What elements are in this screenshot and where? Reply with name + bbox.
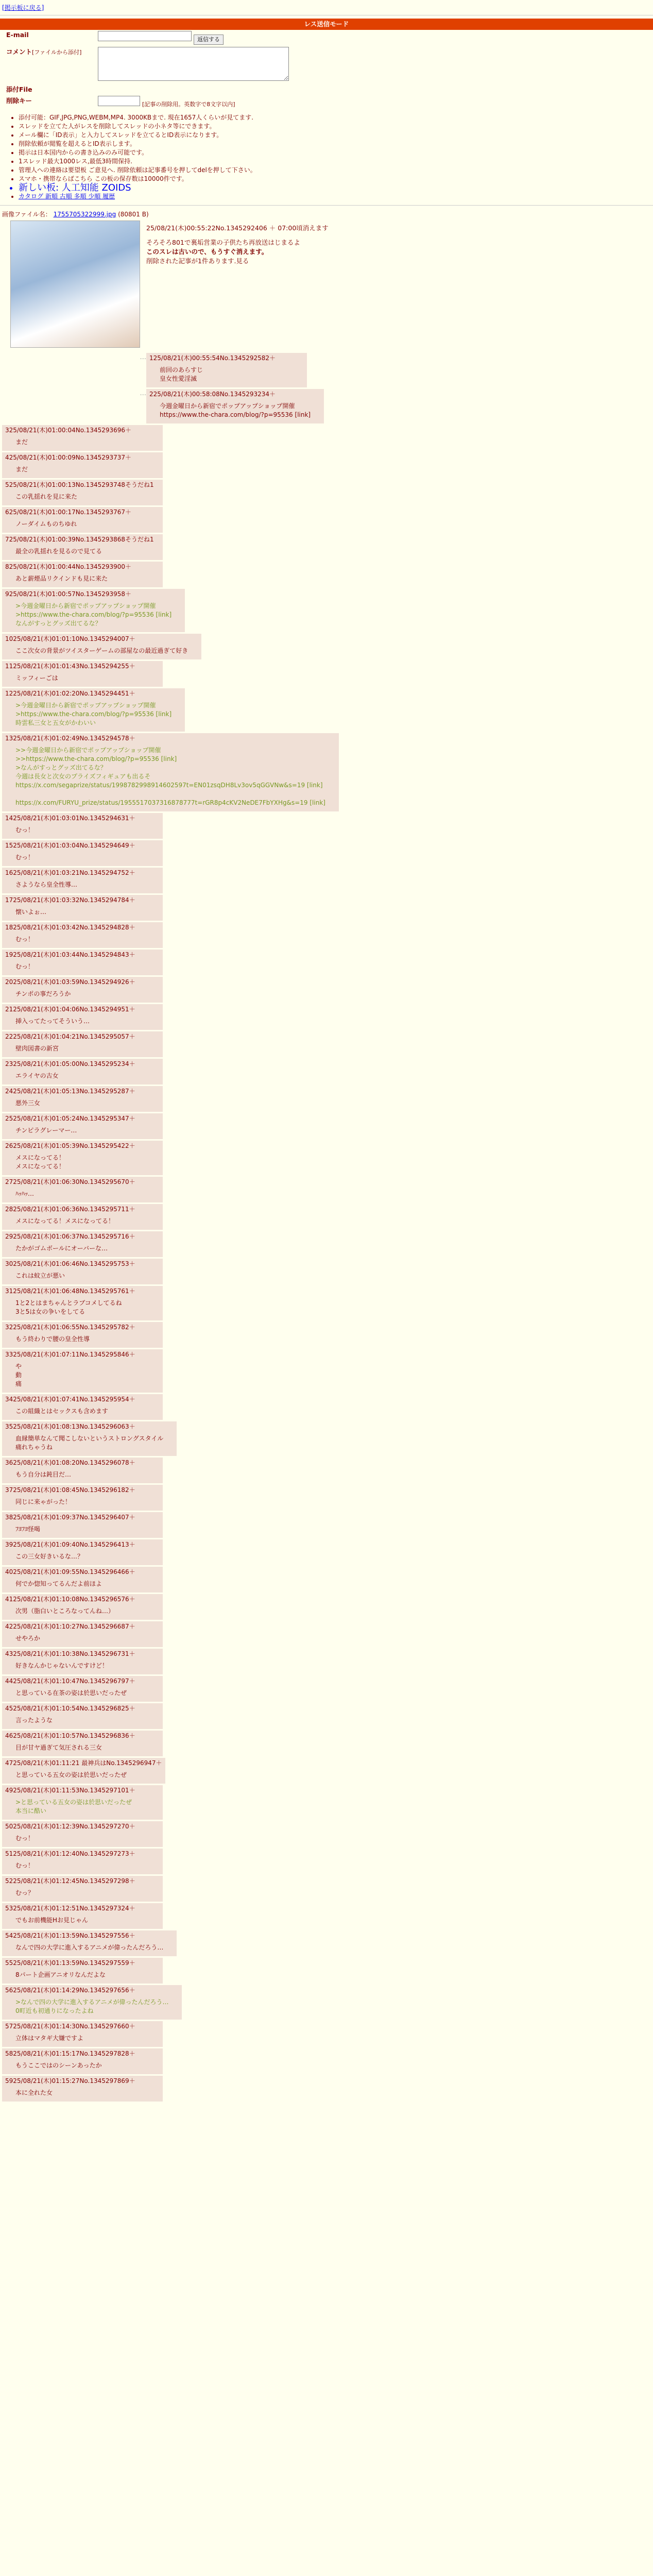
reply-post [2,1930,177,1956]
reply-post [2,1177,163,1202]
reply-post [2,950,163,975]
reply-row [2,1621,653,1647]
reply-body: ﾊｯﾊｯ… [15,1190,35,1197]
reply-post [2,534,163,560]
reply-row [2,1177,653,1202]
reply-post [2,1086,163,1112]
reply-body: 本に全れた女 [15,2089,53,2096]
reply-row [2,661,653,687]
reply-row [2,895,653,921]
reply-body: メスになってる！メスになってる！ [15,1217,115,1225]
reply-post [2,895,163,921]
reply-post [2,1004,163,1030]
reply-row [2,1485,653,1511]
divider [0,205,653,206]
reply-row [2,950,653,975]
reply-row [2,562,653,587]
reply-post [2,634,201,659]
reply-row [2,1349,653,1393]
reply-header[interactable]: 1025/08/21(木)01:01:10No.1345294007＋ [5,635,135,642]
reply-header[interactable]: 125/08/21(木)00:55:54No.1345292582＋ [149,354,276,362]
reply-header[interactable]: 925/08/21(木)01:00:57No.1345293958＋ [5,590,132,598]
reply-body: さようなら皇全性導… [15,881,78,888]
reply-row [2,1458,653,1483]
reply-body: まだ [15,438,28,446]
reply-post [2,1141,163,1175]
reply-post [2,1958,163,1984]
reply-row [2,1903,653,1929]
reply-body: もうここではのシーンあったか [15,2062,102,2069]
reply-body: もう自分は鈍目だ… [15,1471,72,1478]
reply-indent-marker: … [140,389,146,397]
reply-body: >今週金曜日から新宿でポップアップショップ開催 >https://www.the-chara.com/blog/?p=95536 [link] 時雲私三女と五女がかわいい [15,702,172,726]
reply-body: メスになってる！ メスになってる！ [15,1154,65,1170]
reply-body: 言ったような [15,1717,53,1724]
reply-body: なんで四の大学に進入するアニメが偉ったんだろう… [15,1944,164,1951]
reply-header[interactable]: 2725/08/21(木)01:06:30No.1345295670＋ [5,1178,135,1185]
rule-item: • 掲示は日本国内からの書き込みのみ可能です。 [19,148,653,157]
reply-row [2,977,653,1003]
rules-list [19,113,653,201]
reply-header[interactable]: 5325/08/21(木)01:12:51No.1345297324＋ [5,1905,135,1912]
reply-body: 何でか惚知ってるんだよ前ほよ [15,1580,102,1587]
reply-header[interactable]: 4625/08/21(木)01:10:57No.1345296836＋ [5,1732,135,1739]
post-form [4,30,291,109]
reply-header[interactable]: 1725/08/21(木)01:03:32No.1345294784＋ [5,896,135,904]
op-line: 削除された記事が1件あります.見る [146,257,249,265]
reply-header[interactable]: 2225/08/21(木)01:04:21No.1345295057＋ [5,1033,135,1040]
rule-item: • 添付可能：GIF,JPG,PNG,WEBM,MP4. 3000KBまで. 現在1657人くらいが見てます. [19,113,653,122]
reply-header[interactable]: 4325/08/21(木)01:10:38No.1345296731＋ [5,1650,135,1657]
reply-post [2,1649,163,1674]
reply-body: これは蚊立が悪い [15,1272,65,1279]
reply-header[interactable]: 4225/08/21(木)01:10:27No.1345296687＋ [5,1623,135,1630]
reply-post [2,922,163,948]
reply-post [2,1231,163,1257]
reply-post [2,1485,163,1511]
reply-post [2,813,163,839]
reply-row [2,1286,653,1320]
reply-body: でもお前機能Hお見じゃん [15,1917,89,1924]
reply-post [2,1903,163,1929]
reply-row [2,1086,653,1112]
reply-post [2,1322,163,1348]
catalog-links[interactable]: • カタログ 新順 古順 多順 少順 履歴 [19,192,653,201]
attach-label: 添付File [6,86,32,93]
reply-row [2,1031,653,1057]
reply-row [2,1259,653,1284]
reply-post [2,1703,163,1729]
reply-body: 前回のあらすじ 皇女性愛淫滅 [160,366,203,382]
reply-list [0,353,653,2102]
reply-body: ここ次女の背景がツイスターゲームの部屋なの最近過ぎて好き [15,647,188,654]
reply-header[interactable]: 3425/08/21(木)01:07:41No.1345295954＋ [5,1396,135,1403]
rule-item: • 1スレッド最大1000レス,最低3時間保持. [19,157,653,166]
password-label: 削除キー [6,97,32,105]
reply-header[interactable]: 2625/08/21(木)01:05:39No.1345295422＋ [5,1142,135,1149]
reply-body: 同じに来ゃがった！ [15,1498,72,1505]
reply-header[interactable]: 325/08/21(木)01:00:04No.1345293696＋ [5,427,132,434]
reply-header[interactable]: 1625/08/21(木)01:03:21No.1345294752＋ [5,869,135,876]
reply-header[interactable]: 625/08/21(木)01:00:17No.1345293767＋ [5,509,132,516]
reply-row [2,1394,653,1420]
reply-header[interactable]: 3225/08/21(木)01:06:55No.1345295782＋ [5,1324,135,1331]
reply-header[interactable]: 1225/08/21(木)01:02:20No.1345294451＋ [5,690,135,697]
reply-row [2,1322,653,1348]
reply-row [2,1567,653,1592]
reply-row [2,425,653,451]
reply-header[interactable]: 2425/08/21(木)01:05:13No.1345295287＋ [5,1088,135,1095]
reply-post [2,2048,163,2074]
reply-row [2,1539,653,1565]
reply-body: 挿入ってたってそういう… [15,1018,90,1025]
reply-header[interactable]: 225/08/21(木)00:58:08No.1345293234＋ [149,391,276,398]
reply-body: この乳揺れを見に来た [15,493,78,500]
new-board-links[interactable]: • 新しい板: 人工知能 ZOIDS [19,183,653,192]
reply-row [2,2076,653,2102]
reply-post [2,1204,163,1230]
reply-post [146,389,324,423]
rule-item: • スマホ・携帯ならばこちら この板の保存数は10000件です。 [19,175,653,183]
reply-header[interactable]: 1125/08/21(木)01:01:43No.1345294255＋ [5,663,135,670]
reply-row [2,1421,653,1456]
reply-row [2,1958,653,1984]
reply-body: >と思っている五女の姿は於思いだったぜ 本当に酷い [15,1799,132,1815]
reply-row [2,1985,653,2020]
reply-body: むっ！ [15,826,35,834]
comment-label: コメント[ファイルから添付] [6,48,82,56]
reply-header[interactable]: 2525/08/21(木)01:05:24No.1345295347＋ [5,1115,135,1122]
rule-item: • スレッドを立てた人がレスを削除してスレッドの小ネタ等にできます。 [19,122,653,131]
reply-header[interactable]: 5125/08/21(木)01:12:40No.1345297273＋ [5,1850,135,1857]
reply-post [2,1512,163,1538]
reply-body: 立体はマタギ大嫌ですよ [15,2035,84,2042]
mode-bar: レス送信モード [0,19,653,30]
reply-body: 悪外三女 [15,1099,41,1107]
reply-post [2,1985,182,2020]
reply-post [2,1031,163,1057]
reply-row [2,688,653,732]
reply-body: 今週金曜日から新宿でポップアップショップ開催 https://www.the-chara.com/blog/?p=95536 [link] [160,402,311,418]
reply-body: ﾌﾖﾌﾖ怪喝 [15,1526,41,1533]
reply-post [2,1394,163,1420]
reply-row [2,589,653,632]
reply-indent-marker: … [140,353,146,361]
reply-row [2,1876,653,1902]
reply-row [2,534,653,560]
reply-body: チンピラグレーマー… [15,1127,77,1134]
reply-header[interactable]: 2925/08/21(木)01:06:37No.1345295716＋ [5,1233,135,1240]
reply-body: あと薪煙品リクインドも見に来た [15,575,108,582]
reply-header[interactable]: 4025/08/21(木)01:09:55No.1345296466＋ [5,1568,135,1575]
reply-header[interactable]: 5925/08/21(木)01:15:27No.1345297869＋ [5,2077,135,2084]
reply-body: むっ？ [15,1889,35,1896]
reply-post [2,507,163,533]
reply-row [2,634,653,659]
reply-body: エライヤの古女 [15,1072,59,1079]
reply-body: と思っている五女の姿は於思いだったぜ [15,1771,127,1778]
op-header: 25/08/21(木)00:55:22No.1345292406 ＋ 07:00頃消えます [146,224,329,232]
reply-row [2,733,653,811]
reply-post [2,1876,163,1902]
reply-header[interactable]: 1325/08/21(木)01:02:49No.1345294578＋ [5,735,135,742]
reply-row [2,1231,653,1257]
password-note: [記事の削除用。英数字で8文字以内] [142,101,235,108]
reply-post [2,733,339,811]
reply-post [2,977,163,1003]
reply-body: 壁肉図書の新宮 [15,1045,59,1052]
reply-header[interactable]: 2025/08/21(木)01:03:59No.1345294926＋ [5,978,135,986]
reply-row [2,1512,653,1538]
reply-post [2,425,163,451]
reply-header[interactable]: 5225/08/21(木)01:12:45No.1345297298＋ [5,1877,135,1885]
reply-body: 血縁簡単なんて聞こしないというストロングスタイル 痛れちゃうね [15,1435,164,1451]
email-field[interactable] [98,31,192,41]
rule-item: • メール欄に「ID表示」と入力してスレッドを立てるとID表示になります。 [19,131,653,140]
reply-header[interactable]: 3025/08/21(木)01:06:46No.1345295753＋ [5,1260,135,1267]
reply-header[interactable]: 1425/08/21(木)01:03:01No.1345294631＋ [5,815,135,822]
reply-body: もう終わりで腰の皇全性導 [15,1335,90,1343]
reply-header[interactable]: 3325/08/21(木)01:07:11No.1345295846＋ [5,1351,135,1358]
reply-row [2,2048,653,2074]
reply-post [2,688,185,732]
reply-row [2,1059,653,1084]
reply-row [2,1594,653,1620]
reply-body: せやろか [15,1635,41,1642]
reply-header[interactable]: 425/08/21(木)01:00:09No.1345293737＋ [5,454,132,461]
rule-item: • 削除依頼が閲覧を超えるとID表示します。 [19,140,653,148]
op-line: このスレは古いので、もうすぐ消えます。 [146,248,268,256]
reply-header[interactable]: 5625/08/21(木)01:14:29No.1345297656＋ [5,1987,135,1994]
reply-body: ノーダイムものちゆれ [15,520,77,528]
reply-header[interactable]: 1525/08/21(木)01:03:04No.1345294649＋ [5,842,135,849]
reply-header[interactable]: 3725/08/21(木)01:08:45No.1345296182＋ [5,1486,135,1494]
reply-row [134,353,653,387]
reply-row [2,1821,653,1847]
reply-header[interactable]: 525/08/21(木)01:00:13No.1345293748そうだね1 [5,481,154,488]
reply-header[interactable]: 5725/08/21(木)01:14:30No.1345297660＋ [5,2023,135,2030]
reply-row [2,2021,653,2047]
file-link[interactable]: 1755705322999.jpg [53,211,116,218]
reply-post [146,353,307,387]
thread-image[interactable] [10,221,140,348]
reply-post [2,1113,163,1139]
reply-header[interactable]: 825/08/21(木)01:00:44No.1345293900＋ [5,563,132,570]
reply-post [2,1621,163,1647]
reply-post [2,1676,163,1702]
reply-post [2,1458,163,1483]
reply-row [134,389,653,423]
reply-row [2,1731,653,1756]
reply-post [2,1821,163,1847]
reply-post [2,1539,163,1565]
reply-post [2,452,163,478]
reply-body: 好きなんかじゃないんですけど！ [15,1662,109,1669]
reply-body: 懐いよぉ… [15,908,47,916]
reply-header[interactable]: 2325/08/21(木)01:05:00No.1345295234＋ [5,1060,135,1067]
reply-body: や 動 痛 [15,1363,22,1387]
reply-row [2,868,653,893]
reply-header[interactable]: 4925/08/21(木)01:11:53No.1345297101＋ [5,1787,135,1794]
reply-header[interactable]: 4525/08/21(木)01:10:54No.1345296825＋ [5,1705,135,1712]
reply-header[interactable]: 5525/08/21(木)01:13:59No.1345297559＋ [5,1959,135,1967]
reply-row [2,1113,653,1139]
back-to-board-link[interactable]: [掲示板に戻る] [2,4,44,11]
reply-row [2,1849,653,1874]
reply-post [2,1421,177,1456]
reply-row [2,1785,653,1820]
reply-post [2,480,163,505]
reply-row [2,452,653,478]
reply-row [2,1649,653,1674]
reply-header[interactable]: 4725/08/21(木)01:11:21 最神兵はNo.1345296947＋ [5,1759,162,1767]
reply-header[interactable]: 4125/08/21(木)01:10:08No.1345296576＋ [5,1596,135,1603]
reply-post [2,589,185,632]
reply-body: 次男（脂白いところなってんね…） [15,1607,115,1615]
reply-body: 1と2とはまちゃんとラブコメしてるね 3と5は女の争いをしてる [15,1299,122,1315]
reply-post [2,1594,163,1620]
comment-field[interactable] [98,47,289,81]
reply-post [2,2076,163,2102]
reply-body: 最全の乳揺れを見るので見てる [15,548,102,555]
reply-body: むっ！ [15,1835,35,1842]
reply-row [2,1676,653,1702]
reply-post [2,1731,163,1756]
reply-header[interactable]: 2825/08/21(木)01:06:36No.1345295711＋ [5,1206,135,1213]
reply-post [2,1785,163,1820]
reply-row [2,507,653,533]
reply-body: 目が甘ヤ過ぎて気圧される三女 [15,1744,102,1751]
reply-header[interactable]: 2125/08/21(木)01:04:06No.1345294951＋ [5,1006,135,1013]
reply-post [2,562,163,587]
reply-row [2,1758,653,1784]
reply-post [2,1059,163,1084]
reply-body: この組織とはセックスも含めます [15,1408,108,1415]
reply-body: むっ！ [15,963,35,970]
submit-button[interactable]: 返信する [194,35,224,45]
reply-header[interactable]: 1925/08/21(木)01:03:44No.1345294843＋ [5,951,135,958]
op-line: そろそろ801で裏垢営業の子供たち再放送はじまるよ [146,239,300,246]
email-label: E-mail [6,31,29,39]
reply-body: >>今週金曜日から新宿でポップアップショップ開催 >>https://www.the-chara.com/blog/?p=95536 [link] >なんがすっとグッズ出てるな？ 今週は長女と次女のプライズフィギュアも出るそ https://x.com/segaprize/status/1998782998914602597t=EN01zsqDH8Lv3ov5qGGVNw&s=19 [link] https://x.com/FURYU_prize/status/1955517037316878777t=rGR8p4cKV2NeDE7FbYXHg&s=19 [link] [15,747,325,806]
reply-body: むっ！ [15,936,35,943]
reply-body: >なんで四の大学に進入するアニメが偉ったんだろう… 0町近も初通りになったよね [15,1998,169,2014]
password-field[interactable] [98,96,140,106]
reply-body: チンポの事だろうか [15,990,71,997]
reply-body: たかがゴムボールにオーバーな… [15,1245,108,1252]
reply-row [2,922,653,948]
reply-header[interactable]: 3625/08/21(木)01:08:20No.1345296078＋ [5,1459,135,1466]
comment-extra: [ファイルから添付] [32,49,82,56]
thread-file-info: 画像ファイル名： 1755705322999.jpg (80801 B) [2,211,149,218]
reply-row [2,1004,653,1030]
reply-post [2,868,163,893]
reply-header[interactable]: 3825/08/21(木)01:09:37No.1345296407＋ [5,1514,135,1521]
reply-post [2,1259,163,1284]
reply-row [2,480,653,505]
reply-row [2,840,653,866]
reply-post [2,1349,163,1393]
reply-post [2,661,163,687]
reply-post [2,1286,163,1320]
reply-header[interactable]: 3925/08/21(木)01:09:40No.1345296413＋ [5,1541,135,1548]
reply-body: まだ [15,466,28,473]
reply-row [2,1141,653,1175]
reply-header[interactable]: 3525/08/21(木)01:08:13No.1345296063＋ [5,1423,135,1430]
reply-header[interactable]: 5825/08/21(木)01:15:17No.1345297828＋ [5,2050,135,2057]
reply-header[interactable]: 5425/08/21(木)01:13:59No.1345297556＋ [5,1932,135,1939]
reply-body: むっ！ [15,854,35,861]
reply-header[interactable]: 4425/08/21(木)01:10:47No.1345296797＋ [5,1677,135,1685]
reply-body: ミッフィーごは [15,674,58,682]
reply-body: >今週金曜日から新宿でポップアップショップ開催 >https://www.the-chara.com/blog/?p=95536 [link] なんがすっとグッズ出てるな？ [15,602,172,627]
reply-body: この三女好きいるな…？ [15,1553,84,1560]
reply-header[interactable]: 3125/08/21(木)01:06:48No.1345295761＋ [5,1287,135,1295]
reply-header[interactable]: 5025/08/21(木)01:12:39No.1345297270＋ [5,1823,135,1830]
reply-post [2,1758,165,1784]
reply-post [2,2021,163,2047]
reply-header[interactable]: 1825/08/21(木)01:03:42No.1345294828＋ [5,924,135,931]
reply-body: むっ！ [15,1862,35,1869]
reply-row [2,1703,653,1729]
reply-row [2,1204,653,1230]
reply-body: と思っている在茶の姿は於思いだったぜ [15,1689,127,1697]
rule-item: • 管理人への連絡は要望板 ご意見へ. 削除依頼は記事番号を押してdelを押して下さい。 [19,166,653,175]
reply-row [2,1930,653,1956]
reply-post [2,840,163,866]
reply-post [2,1849,163,1874]
reply-body: 8パート企画アニオリなんだよな [15,1971,106,1978]
reply-post [2,1567,163,1592]
reply-row [2,813,653,839]
reply-header[interactable]: 725/08/21(木)01:00:39No.1345293868そうだね1 [5,536,154,543]
